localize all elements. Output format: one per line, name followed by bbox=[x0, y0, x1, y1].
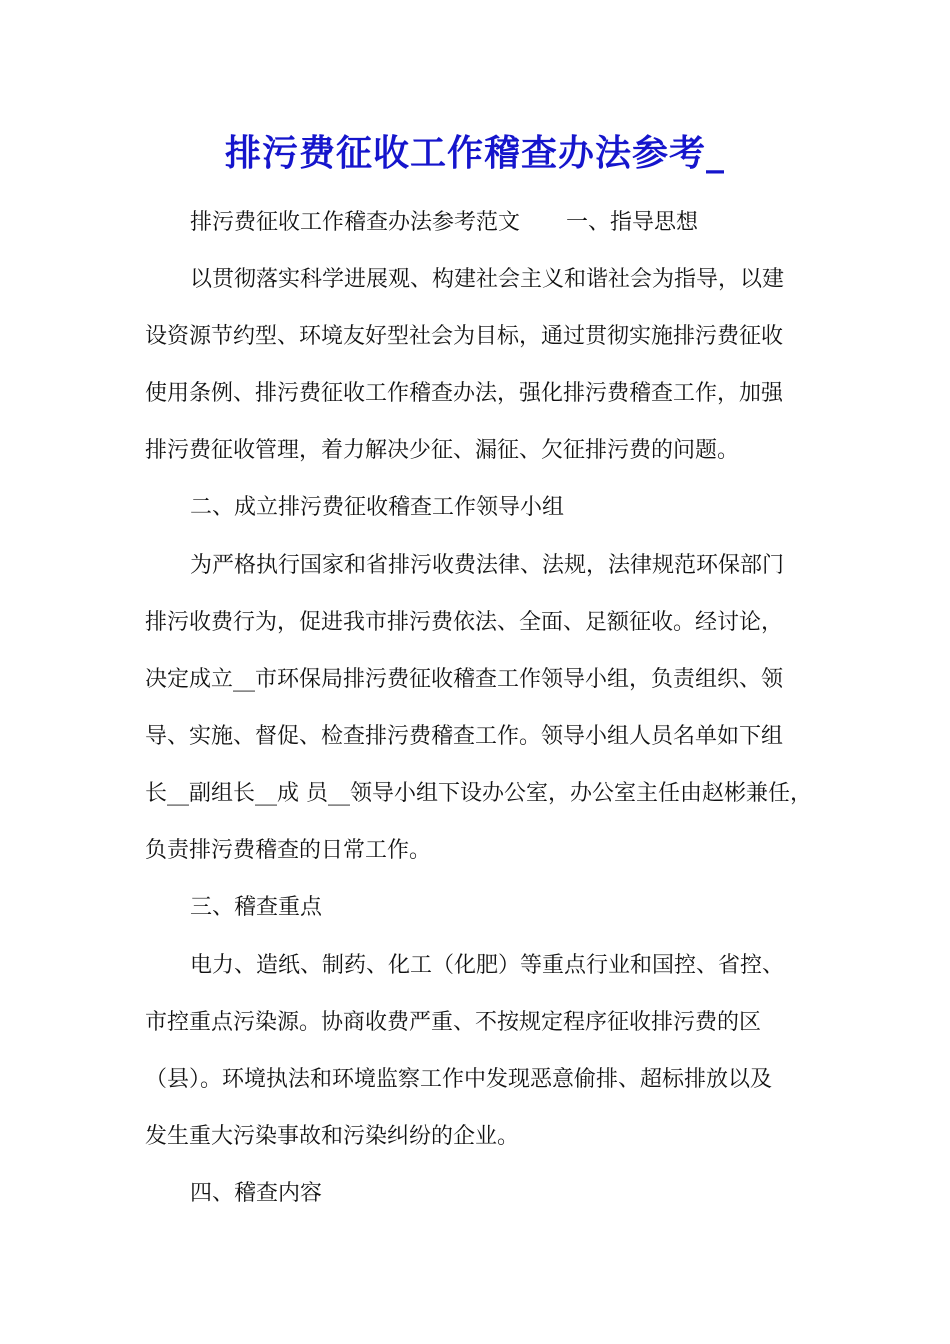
paragraph-line: 设资源节约型、环境友好型社会为目标，通过贯彻实施排污费征收 bbox=[145, 324, 784, 349]
paragraph-line: 市控重点污染源。协商收费严重、不按规定程序征收排污费的区 bbox=[145, 1010, 762, 1035]
paragraph-line: 使用条例、排污费征收工作稽查办法，强化排污费稽查工作，加强 bbox=[145, 381, 784, 406]
paragraph-line: 决定成立__市环保局排污费征收稽查工作领导小组，负责组织、领 bbox=[145, 667, 784, 692]
paragraph-line: 以贯彻落实科学进展观、构建社会主义和谐社会为指导，以建 bbox=[190, 267, 785, 292]
paragraph-line: 导、实施、督促、检查排污费稽查工作。领导小组人员名单如下组 bbox=[145, 724, 784, 749]
document-title: 排污费征收工作稽查办法参考_ bbox=[224, 133, 725, 174]
paragraph-line: 长__副组长__成 员__领导小组下设办公室，办公室主任由赵彬兼任， bbox=[145, 781, 812, 806]
paragraph-line: 负责排污费稽查的日常工作。 bbox=[145, 838, 432, 863]
section-heading-1: 一、指导思想 bbox=[566, 210, 699, 235]
paragraph-line: 排污收费行为，促进我市排污费依法、全面、足额征收。经讨论， bbox=[145, 610, 784, 635]
paragraph-line: 为严格执行国家和省排污收费法律、法规，法律规范环保部门 bbox=[190, 553, 785, 578]
subtitle-row bbox=[190, 208, 698, 238]
section-heading-3: 三、稽查重点 bbox=[190, 895, 323, 920]
document-subtitle: 排污费征收工作稽查办法参考范文 bbox=[190, 210, 521, 235]
paragraph-line: 电力、造纸、制药、化工（化肥）等重点行业和国控、省控、 bbox=[190, 953, 785, 978]
paragraph-line: 发生重大污染事故和污染纠纷的企业。 bbox=[145, 1124, 520, 1149]
paragraph-line: （县）。环境执法和环境监察工作中发现恶意偷排、超标排放以及 bbox=[145, 1067, 773, 1092]
paragraph-line: 排污费征收管理，着力解决少征、漏征、欠征排污费的问题。 bbox=[145, 438, 740, 463]
section-heading-4: 四、稽查内容 bbox=[190, 1181, 323, 1206]
section-heading-2: 二、成立排污费征收稽查工作领导小组 bbox=[190, 495, 565, 520]
